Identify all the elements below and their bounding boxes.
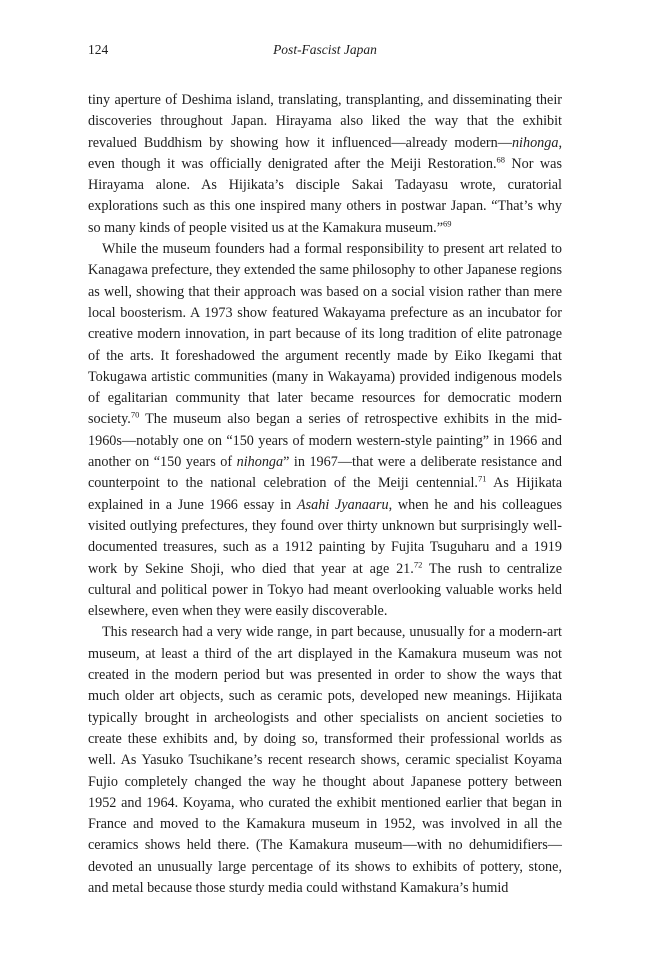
paragraph	[88, 239, 562, 622]
page-header	[88, 42, 562, 64]
text-run: This research had a very wide range, in part because, unusually for a modern-art museum, at least a third of the art displayed in the Kamakura museum was not created in the modern period but was presented in order to show the ways that much older art objects, such as ceramic pots, developed new meanings. Hijikata typically brought in archeologists and other specialists on ancient societies to create these exhibits and, by doing so, transformed their professional worlds as well. As Yasuko Tsuchikane’s recent research shows, ceramic specialist Koyama Fujio completely changed the way he thought about Japanese pottery between 1952 and 1964. Koyama, who curated the exhibit mentioned earlier that began in France and moved to the Kamakura museum in 1952, was involved in all the ceramics shows held there. (The Kamakura museum—with no dehumidifiers—devoted an unusually large percentage of its shows to exhibits of pottery, stone, and metal because those sturdy media could withstand Kamakura’s humid	[88, 624, 562, 896]
italic-text: Asahi Jyanaaru	[296, 496, 389, 513]
text-run: ” in 1967—that were a deliberate resistance and counterpoint to the national celebration of the Meiji centennial.	[88, 454, 563, 492]
footnote-marker: 70	[130, 409, 140, 420]
text-run: Nor was Hirayama alone. As Hijikata’s disciple Sakai Tadayasu wrote, curatorial explorations such as this one inspired many others in postwar Japan. “That’s why so many kinds of people visited us at the Kamakura museum.”	[88, 155, 562, 236]
text-run: As Hijikata explained in a June 1966 essay in	[88, 475, 562, 513]
text-run: The museum also began a series of retrospective exhibits in the mid-1960s—notably one on “150 years of modern western-style painting” in 1966 and another on “150 years of	[88, 411, 562, 471]
text-run: While the museum founders had a formal responsibility to present art related to Kanagawa prefecture, they extended the same philosophy to other Japanese regions as well, showing that their approach was based on a social vision rather than mere local boosterism. A 1973 show featured Wakayama prefecture as an incubator for creative modern innovation, in part because of its long tradition of elite patronage of the arts. It foreshadowed the argument recently made by Eiko Ikegami that Tokugawa artistic communities (many in Wakayama) provided indigenous models of egalitarian community that later became resources for democratic modern society.	[88, 241, 562, 428]
text-run: , even though it was officially denigrated after the Meiji Restoration.	[88, 134, 562, 172]
running-title: Post-Fascist Japan	[273, 42, 377, 57]
italic-text: nihonga	[236, 454, 284, 471]
text-run: The rush to centralize cultural and political power in Tokyo had meant overlooking valuable works held elsewhere, even when they were easily discoverable.	[88, 560, 562, 620]
body-text	[88, 90, 562, 899]
paragraph	[88, 622, 562, 899]
italic-text: nihonga	[511, 134, 559, 151]
paragraph	[88, 90, 562, 239]
footnote-marker: 69	[443, 218, 452, 229]
footnote-marker: 68	[496, 154, 506, 165]
footnote-marker: 72	[413, 558, 423, 569]
text-run: , when he and his colleagues visited outlying prefectures, they found over thirty unknown but surprisingly well-documented treasures, such as a 1912 painting by Fujita Tsuguharu and a 1919 work by Sekine Shoji, who died that year at age 21.	[88, 496, 563, 577]
text-run: tiny aperture of Deshima island, translating, transplanting, and disseminating their discoveries throughout Japan. Hirayama also liked the way that the exhibit revalued Buddhism by showing how it influenced—already modern—	[88, 92, 562, 151]
page-number: 124	[88, 42, 109, 57]
footnote-marker: 71	[477, 473, 487, 484]
